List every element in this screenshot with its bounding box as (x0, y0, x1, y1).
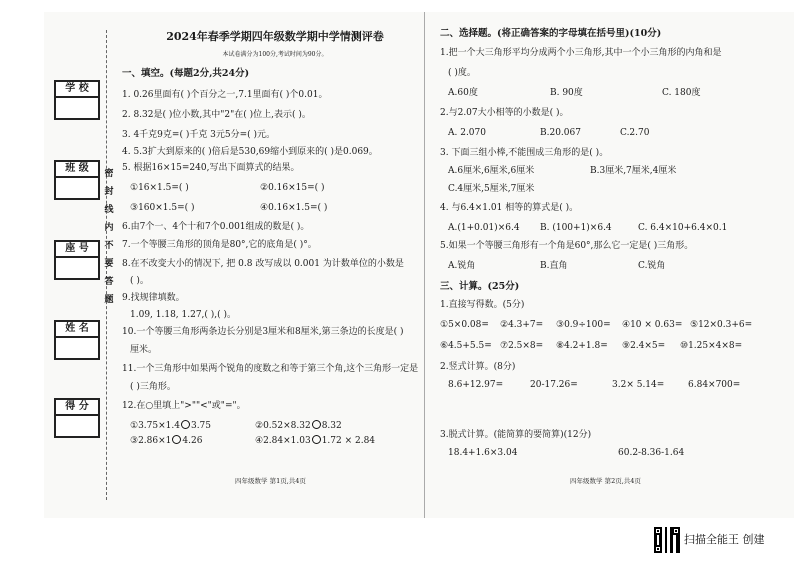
choice-5-option-c: C.锐角 (638, 261, 666, 271)
score-box (54, 398, 100, 438)
calc-stepwise: 3.脱式计算。(能简算的要简算)(12分) (440, 430, 592, 440)
school-box (54, 80, 100, 120)
calc-direct-1: ①5×0.08= (440, 320, 489, 330)
scanner-watermark: 扫描全能王 创建 (684, 533, 765, 546)
question-6: 6.由7个一、4个十和7个0.001组成的数是( )。 (122, 222, 310, 232)
calc-direct-8: ⑧4.2+1.8= (556, 341, 608, 351)
calc-direct-2: ②4.3+7= (500, 320, 544, 330)
choice-2: 2.与2.07大小相等的小数是( )。 (440, 108, 569, 118)
compare-a (130, 420, 211, 432)
compare-c-left: ③2.86×1 (130, 436, 172, 446)
question-10: 10.一个等腰三角形两条边长分别是3厘米和8厘米,第三条边的长度是( ) (122, 327, 404, 337)
compare-d-right: 1.72 × 2.84 (321, 436, 376, 446)
calc-stepwise-2: 60.2-8.36-1.64 (618, 448, 685, 458)
choice-5-option-b: B.直角 (540, 261, 568, 271)
question-1: 1. 0.26里面有( )个百分之一,7.1里面有( )个0.01。 (122, 90, 328, 100)
question-5: 5. 根据16×15=240,写出下面算式的结果。 (122, 163, 300, 173)
question-3: 3. 4千克9克=( )千克 3元5分=( )元。 (122, 130, 276, 140)
calc-direct-7: ⑦2.5×8= (500, 341, 544, 351)
compare-b (255, 420, 342, 432)
section-fill-blank: 一、填空。(每题2分,共24分) (122, 68, 250, 79)
seal-char: 封 (104, 187, 114, 197)
question-5d: ④0.16×1.5=( ) (260, 203, 328, 213)
calc-direct-5: ⑤12×0.3+6= (690, 320, 753, 330)
question-9: 9.找规律填数。 (122, 293, 185, 303)
question-11-answer: ( )三角形。 (130, 382, 176, 392)
choice-1-option-b: B. 90度 (550, 88, 583, 98)
class-field[interactable] (56, 178, 98, 198)
compare-b-right: 8.32 (321, 421, 342, 431)
compare-circle[interactable] (312, 420, 321, 429)
question-2: 2. 8.32是( )位小数,其中"2"在( )位上,表示( )。 (122, 110, 311, 120)
question-5a: ①16×1.5=( ) (130, 183, 189, 193)
choice-5: 5.如果一个等腰三角形有一个角是60°,那么它一定是( )三角形。 (440, 241, 694, 251)
calc-direct: 1.直接写得数。(5分) (440, 300, 525, 310)
exam-title: 2024年春季学期四年级数学期中学情测评卷 (166, 30, 384, 43)
choice-2-option-a: A. 2.070 (448, 128, 486, 138)
compare-d-left: ④2.84×1.03 (255, 436, 311, 446)
seal-char: 内 (104, 223, 114, 233)
calc-direct-4: ④10 × 0.63= (622, 320, 683, 330)
compare-circle[interactable] (172, 435, 181, 444)
calc-direct-9: ⑨2.4×5= (622, 341, 666, 351)
compare-a-left: ①3.75×1.4 (130, 421, 180, 431)
class-label: 班 级 (56, 162, 98, 178)
exam-note: 本试卷满分为100分,考试时间为90分。 (222, 51, 328, 58)
choice-4: 4. 与6.4×1.01 相等的算式是( )。 (440, 203, 579, 213)
choice-4-option-b: B. (100+1)×6.4 (540, 223, 612, 233)
calc-vertical-2: 20-17.26= (530, 380, 578, 390)
choice-1-answer: ( )度。 (448, 68, 476, 78)
choice-4-option-c: C. 6.4×10+6.4×0.1 (638, 223, 728, 233)
question-5c: ③160×1.5=( ) (130, 203, 195, 213)
choice-2-option-c: C.2.70 (620, 128, 650, 138)
seat-field[interactable] (56, 258, 98, 278)
choice-3-option-b: B.3厘米,7厘米,4厘米 (590, 166, 677, 176)
question-4: 4. 5.3扩大到原来的( )倍后是530,69缩小到原来的( )是0.069。 (122, 147, 378, 157)
question-5b: ②0.16×15=( ) (260, 183, 325, 193)
compare-d (255, 435, 375, 447)
seal-char: 不 (104, 241, 114, 251)
seal-text (104, 165, 114, 309)
seal-char: 密 (104, 169, 114, 179)
name-field[interactable] (56, 338, 98, 358)
compare-c (130, 435, 202, 447)
seal-char: 题 (104, 295, 114, 305)
choice-1: 1.把一个大三角形平均分成两个小三角形,其中一个小三角形的内角和是 (440, 48, 722, 58)
choice-1-option-c: C. 180度 (662, 88, 701, 98)
question-11: 11.一个三角形中如果两个锐角的度数之和等于第三个角,这个三角形一定是 (122, 364, 419, 374)
choice-4-option-a: A.(1+0.01)×6.4 (448, 223, 520, 233)
question-8-answer: ( )。 (130, 276, 149, 286)
question-10-unit: 厘米。 (130, 345, 158, 355)
question-9-sequence: 1.09, 1.18, 1.27,( ),( )。 (130, 310, 237, 320)
choice-3-option-a: A.6厘米,6厘米,6厘米 (448, 166, 535, 176)
choice-3-option-c: C.4厘米,5厘米,7厘米 (448, 184, 535, 194)
calc-vertical: 2.竖式计算。(8分) (440, 362, 516, 372)
name-box (54, 320, 100, 360)
class-box (54, 160, 100, 200)
question-8: 8.在不改变大小的情况下, 把 0.8 改写成以 0.001 为计数单位的小数是 (122, 259, 404, 269)
calc-vertical-4: 6.84×700= (688, 380, 741, 390)
qr-code-icon (654, 527, 680, 553)
choice-5-option-a: A.锐角 (448, 261, 476, 271)
calc-direct-6: ⑥4.5+5.5= (440, 341, 492, 351)
choice-3: 3. 下面三组小棒,不能围成三角形的是( )。 (440, 148, 609, 158)
section-choice: 二、选择题。(将正确答案的字母填在括号里)(10分) (440, 28, 662, 39)
section-calculation: 三、计算。(25分) (440, 281, 520, 292)
seal-char: 答 (104, 277, 114, 287)
compare-b-left: ②0.52×8.32 (255, 421, 311, 431)
name-label: 姓 名 (56, 322, 98, 338)
question-12: 12.在○里填上">""<"或"="。 (122, 401, 246, 411)
score-label: 得 分 (56, 400, 98, 416)
seat-label: 座 号 (56, 242, 98, 258)
school-label: 学 校 (56, 82, 98, 98)
page-footer-1: 四年级数学 第1页,共4页 (235, 477, 306, 485)
calc-vertical-1: 8.6+12.97= (448, 380, 504, 390)
calc-vertical-3: 3.2× 5.14= (612, 380, 665, 390)
calc-direct-10: ⑩1.25×4×8= (680, 341, 743, 351)
compare-circle[interactable] (312, 435, 321, 444)
school-field[interactable] (56, 98, 98, 118)
page-footer-2: 四年级数学 第2页,共4页 (570, 477, 641, 485)
seal-char: 线 (104, 205, 114, 215)
calc-direct-3: ③0.9÷100= (556, 320, 611, 330)
choice-2-option-b: B.20.067 (540, 128, 581, 138)
column-divider (424, 12, 425, 518)
compare-c-right: 4.26 (182, 436, 203, 446)
seal-char: 要 (104, 259, 114, 269)
seat-box (54, 240, 100, 280)
calc-stepwise-1: 18.4+1.6×3.04 (448, 448, 518, 458)
choice-1-option-a: A.60度 (448, 88, 478, 98)
score-field[interactable] (56, 416, 98, 436)
compare-circle[interactable] (181, 420, 190, 429)
question-7: 7.一个等腰三角形的顶角是80°,它的底角是( )°。 (122, 240, 317, 250)
compare-a-right: 3.75 (190, 421, 212, 431)
